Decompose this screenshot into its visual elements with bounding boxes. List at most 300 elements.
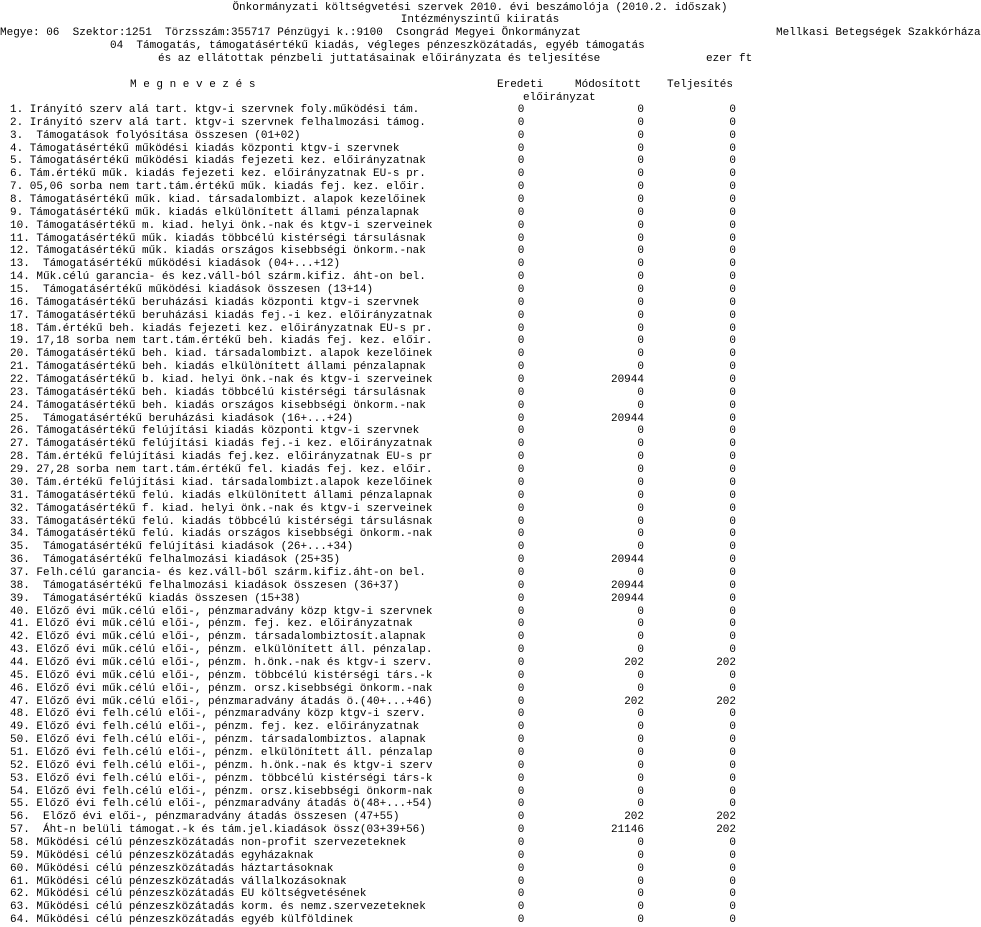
table-row: [0, 284, 960, 297]
eredeti-value: 0: [517, 425, 525, 438]
modositott-value: 0: [637, 798, 644, 811]
eredeti-value: 0: [517, 592, 525, 605]
teljesites-value: 0: [729, 348, 736, 361]
teljesites-value: 0: [729, 476, 736, 489]
teljesites-value: 0: [729, 116, 736, 129]
teljesites-value: 0: [729, 335, 736, 348]
teljesites-value: 0: [729, 309, 736, 322]
eredeti-value: 0: [517, 335, 525, 348]
eredeti-value: 0: [517, 772, 525, 785]
row-label: 27. Támogatásértékű felújítási kiadás fej.-i kez. előirányzatnak: [10, 438, 433, 451]
teljesites-value: 0: [729, 566, 736, 579]
modositott-value: 0: [637, 399, 644, 412]
teljesites-value: 0: [729, 849, 736, 862]
table-row: [0, 258, 960, 271]
teljesites-value: 0: [729, 489, 736, 502]
eredeti-value: 0: [517, 824, 525, 837]
table-row: [0, 387, 960, 400]
eredeti-value: 0: [517, 322, 525, 335]
institution-info: Megye: 06 Szektor:1251 Törzsszám:355717 Pénzügyi k.:9100 Csongrád Megyei Önkormányzat: [0, 27, 581, 39]
teljesites-value: 0: [729, 322, 736, 335]
eredeti-value: 0: [517, 579, 525, 592]
table-row: [0, 657, 960, 670]
teljesites-value: 0: [729, 271, 736, 284]
teljesites-value: 0: [729, 194, 736, 207]
eredeti-value: 0: [517, 708, 525, 721]
table-row: [0, 580, 960, 593]
teljesites-value: 0: [729, 541, 736, 554]
table-row: [0, 271, 960, 284]
modositott-value: 0: [637, 682, 644, 695]
teljesites-value: 0: [729, 361, 736, 374]
row-label: 17. Támogatásértékű beruházási kiadás fej.-i kez. előirányzatnak: [10, 309, 433, 322]
row-label: 57. Áht-n belüli támogat.-k és tám.jel.kiadások össz(03+39+56): [10, 824, 426, 837]
table-row: [0, 220, 960, 233]
teljesites-value: 0: [729, 219, 736, 232]
modositott-value: 0: [637, 296, 644, 309]
modositott-value: 0: [637, 464, 644, 477]
row-label: 16. Támogatásértékű beruházási kiadás központi ktgv-i szervnek: [10, 296, 420, 309]
table-row: [0, 914, 960, 927]
row-label: 12. Támogatásértékű műk. kiadás országos kisebbségi önkorm.-nak: [10, 245, 426, 258]
row-label: 29. 27,28 sorba nem tart.tám.értékű fel. kiadás fej. kez. előir.: [10, 464, 433, 477]
table-row: [0, 233, 960, 246]
teljesites-value: 0: [729, 284, 736, 297]
modositott-value: 0: [637, 361, 644, 374]
table-row: [0, 708, 960, 721]
eredeti-value: 0: [517, 116, 525, 129]
row-label: 10. Támogatásértékű m. kiad. helyi önk.-nak és ktgv-i szerveinek: [10, 219, 433, 232]
table-row: [0, 130, 960, 143]
column-header-eredeti: Eredeti: [497, 79, 544, 91]
eredeti-value: 0: [517, 386, 525, 399]
unit-label: ezer ft: [706, 53, 753, 65]
eredeti-value: 0: [517, 721, 525, 734]
teljesites-value: 0: [729, 579, 736, 592]
teljesites-value: 0: [729, 836, 736, 849]
eredeti-value: 0: [517, 888, 525, 901]
eredeti-value: 0: [517, 669, 525, 682]
row-label: 8. Támogatásértékű műk. kiad. társadalombizt. alapok kezelőinek: [10, 194, 426, 207]
row-label: 2. Irányító szerv alá tart. ktgv-i szervnek felhalmozási támog.: [10, 116, 426, 129]
table-row: [0, 837, 960, 850]
teljesites-value: 0: [729, 631, 736, 644]
modositott-value: 0: [637, 669, 644, 682]
row-label: 18. Tám.értékű beh. kiadás fejezeti kez. előirányzatnak EU-s pr.: [10, 322, 433, 335]
report-title: Önkormányzati költségvetési szervek 2010. évi beszámolója (2010.2. időszak): [232, 2, 728, 14]
modositott-value: 0: [637, 232, 644, 245]
table-row: [0, 425, 960, 438]
table-row: [0, 541, 960, 554]
eredeti-value: 0: [517, 515, 525, 528]
eredeti-value: 0: [517, 168, 525, 181]
teljesites-value: 0: [729, 425, 736, 438]
row-label: 20. Támogatásértékű beh. kiad. társadalombizt. alapok kezelőinek: [10, 348, 433, 361]
modositott-value: 0: [637, 901, 644, 914]
row-label: 59. Működési célú pénzeszközátadás egyházaknak: [10, 849, 314, 862]
eredeti-value: 0: [517, 836, 525, 849]
table-row: [0, 323, 960, 336]
modositott-value: 0: [637, 644, 644, 657]
modositott-value: 0: [637, 155, 644, 168]
modositott-value: 0: [637, 618, 644, 631]
eredeti-value: 0: [517, 245, 525, 258]
row-label: 45. Előző évi műk.célú elői-, pénzm. többcélú kistérségi társ.-k: [10, 669, 433, 682]
table-row: [0, 798, 960, 811]
eredeti-value: 0: [517, 258, 525, 271]
teljesites-value: 0: [729, 168, 736, 181]
teljesites-value: 0: [729, 554, 736, 567]
modositott-value: 0: [637, 322, 644, 335]
eredeti-value: 0: [517, 232, 525, 245]
table-row: [0, 606, 960, 619]
teljesites-value: 0: [729, 245, 736, 258]
modositott-value: 0: [637, 785, 644, 798]
teljesites-value: 0: [729, 296, 736, 309]
row-label: 49. Előző évi felh.célú elői-, pénzm. fej. kez. előirányzatnak: [10, 721, 420, 734]
teljesites-value: 0: [729, 502, 736, 515]
teljesites-value: 0: [729, 129, 736, 142]
eredeti-value: 0: [517, 901, 525, 914]
modositott-value: 0: [637, 438, 644, 451]
row-label: 50. Előző évi felh.célú elői-, pénzm. társadalombiztos. alapnak: [10, 734, 426, 747]
modositott-value: 0: [637, 631, 644, 644]
teljesites-value: 0: [729, 682, 736, 695]
eredeti-value: 0: [517, 528, 525, 541]
table-row: [0, 297, 960, 310]
teljesites-value: 0: [729, 644, 736, 657]
eredeti-value: 0: [517, 129, 525, 142]
row-label: 7. 05,06 sorba nem tart.tám.értékű műk. kiadás fej. kez. előir.: [10, 181, 426, 194]
modositott-value: 0: [637, 168, 644, 181]
modositott-value: 0: [637, 836, 644, 849]
row-label: 34. Támogatásértékű felú. kiadás országos kisebbségi önkorm.-nak: [10, 528, 433, 541]
report-subtitle: Intézményszintű kiiratás: [400, 14, 560, 26]
eredeti-value: 0: [517, 399, 525, 412]
row-label: 25. Támogatásértékű beruházási kiadások (16+...+24): [10, 412, 354, 425]
row-label: 39. Támogatásértékű kiadás összesen (15+38): [10, 592, 301, 605]
eredeti-value: 0: [517, 914, 525, 927]
eredeti-value: 0: [517, 656, 525, 669]
modositott-value: 0: [637, 271, 644, 284]
eredeti-value: 0: [517, 348, 525, 361]
table-row: [0, 876, 960, 889]
row-label: 61. Működési célú pénzeszközátadás vállalkozásoknak: [10, 875, 347, 888]
eredeti-value: 0: [517, 142, 525, 155]
teljesites-value: 202: [716, 695, 736, 708]
modositott-value: 0: [637, 605, 644, 618]
teljesites-value: 0: [729, 862, 736, 875]
table-row: [0, 348, 960, 361]
table-row: [0, 696, 960, 709]
eredeti-value: 0: [517, 438, 525, 451]
row-label: 36. Támogatásértékű felhalmozási kiadások (25+35): [10, 554, 341, 567]
modositott-value: 0: [637, 219, 644, 232]
teljesites-value: 0: [729, 438, 736, 451]
teljesites-value: 0: [729, 592, 736, 605]
row-label: 38. Támogatásértékű felhalmozási kiadások összesen (36+37): [10, 579, 400, 592]
modositott-value: 20944: [610, 412, 644, 425]
teljesites-value: 0: [729, 746, 736, 759]
eredeti-value: 0: [517, 412, 525, 425]
teljesites-value: 0: [729, 528, 736, 541]
eredeti-value: 0: [517, 631, 525, 644]
table-row: [0, 194, 960, 207]
eredeti-value: 0: [517, 682, 525, 695]
modositott-value: 20944: [610, 592, 644, 605]
modositott-value: 0: [637, 849, 644, 862]
eredeti-value: 0: [517, 219, 525, 232]
modositott-value: 0: [637, 194, 644, 207]
table-row: [0, 786, 960, 799]
table-row: [0, 490, 960, 503]
teljesites-value: 0: [729, 669, 736, 682]
column-header-modositott-sub: előirányzat: [523, 92, 596, 104]
modositott-value: 0: [637, 309, 644, 322]
row-label: 26. Támogatásértékű felújítási kiadás központi ktgv-i szervnek: [10, 425, 420, 438]
eredeti-value: 0: [517, 309, 525, 322]
eredeti-value: 0: [517, 476, 525, 489]
eredeti-value: 0: [517, 746, 525, 759]
eredeti-value: 0: [517, 566, 525, 579]
eredeti-value: 0: [517, 206, 525, 219]
teljesites-value: 0: [729, 258, 736, 271]
table-row: [0, 721, 960, 734]
modositott-value: 0: [637, 489, 644, 502]
modositott-value: 0: [637, 746, 644, 759]
eredeti-value: 0: [517, 644, 525, 657]
modositott-value: 0: [637, 335, 644, 348]
row-label: 46. Előző évi műk.célú elői-, pénzm. orsz.kisebbségi önkorm.-nak: [10, 682, 433, 695]
teljesites-value: 0: [729, 605, 736, 618]
modositott-value: 0: [637, 104, 644, 116]
row-label: 4. Támogatásértékű működési kiadás központi ktgv-i szervnek: [10, 142, 400, 155]
table-row: [0, 207, 960, 220]
institution-name: Mellkasi Betegségek Szakkórháza: [776, 27, 981, 39]
row-label: 54. Előző évi felh.célú elői-, pénzm. orsz.kisebbségi önkorm-nak: [10, 785, 433, 798]
teljesites-value: 0: [729, 232, 736, 245]
form-title: 04 Támogatás, támogatásértékű kiadás, végleges pénzeszközátadás, egyéb támogatás: [110, 40, 645, 52]
table-row: [0, 811, 960, 824]
eredeti-value: 0: [517, 155, 525, 168]
table-row: [0, 824, 960, 837]
teljesites-value: 0: [729, 374, 736, 387]
modositott-value: 0: [637, 734, 644, 747]
modositott-value: 202: [624, 811, 644, 824]
teljesites-value: 0: [729, 914, 736, 927]
table-row: [0, 747, 960, 760]
modositott-value: 0: [637, 284, 644, 297]
column-header-name: M e g n e v e z é s: [130, 79, 256, 91]
eredeti-value: 0: [517, 695, 525, 708]
row-label: 47. Előző évi műk.célú elői-, pénzmaradvány átadás ö.(40+...+46): [10, 695, 433, 708]
eredeti-value: 0: [517, 554, 525, 567]
modositott-value: 0: [637, 181, 644, 194]
table-row: [0, 593, 960, 606]
row-label: 63. Működési célú pénzeszközátadás korm. és nemz.szervezeteknek: [10, 901, 426, 914]
table-row: [0, 850, 960, 863]
row-label: 14. Műk.célú garancia- és kez.váll-ból szárm.kifiz. áht-on bel.: [10, 271, 426, 284]
row-label: 15. Támogatásértékű működési kiadások összesen (13+14): [10, 284, 374, 297]
table-row: [0, 760, 960, 773]
table-row: [0, 361, 960, 374]
table-row: [0, 104, 960, 117]
eredeti-value: 0: [517, 734, 525, 747]
table-row: [0, 644, 960, 657]
modositott-value: 0: [637, 528, 644, 541]
eredeti-value: 0: [517, 541, 525, 554]
eredeti-value: 0: [517, 296, 525, 309]
modositott-value: 0: [637, 759, 644, 772]
row-label: 53. Előző évi felh.célú elői-, pénzm. többcélú kistérségi társ-k: [10, 772, 433, 785]
teljesites-value: 0: [729, 734, 736, 747]
row-label: 48. Előző évi felh.célú elői-, pénzmaradvány közp ktgv-i szerv.: [10, 708, 426, 721]
eredeti-value: 0: [517, 759, 525, 772]
modositott-value: 0: [637, 875, 644, 888]
row-label: 37. Felh.célú garancia- és kez.váll-ből szárm.kifiz.áht-on bel.: [10, 566, 426, 579]
row-label: 1. Irányító szerv alá tart. ktgv-i szervnek foly.működési tám.: [10, 104, 420, 116]
table-row: [0, 773, 960, 786]
modositott-value: 0: [637, 129, 644, 142]
row-label: 3. Támogatások folyósítása összesen (01+02): [10, 129, 301, 142]
eredeti-value: 0: [517, 374, 525, 387]
modositott-value: 20944: [610, 579, 644, 592]
teljesites-value: 0: [729, 888, 736, 901]
table-row: [0, 117, 960, 130]
modositott-value: 0: [637, 425, 644, 438]
eredeti-value: 0: [517, 605, 525, 618]
teljesites-value: 0: [729, 721, 736, 734]
row-label: 9. Támogatásértékű műk. kiadás elkülönített állami pénzalapnak: [10, 206, 420, 219]
eredeti-value: 0: [517, 284, 525, 297]
eredeti-value: 0: [517, 464, 525, 477]
table-row: [0, 438, 960, 451]
row-label: 32. Támogatásértékű f. kiad. helyi önk.-nak és ktgv-i szerveinek: [10, 502, 433, 515]
table-row: [0, 181, 960, 194]
modositott-value: 0: [637, 566, 644, 579]
modositott-value: 0: [637, 206, 644, 219]
teljesites-value: 0: [729, 399, 736, 412]
teljesites-value: 0: [729, 206, 736, 219]
table-row: [0, 516, 960, 529]
modositott-value: 0: [637, 914, 644, 927]
table-row: [0, 155, 960, 168]
teljesites-value: 0: [729, 515, 736, 528]
eredeti-value: 0: [517, 785, 525, 798]
table-row: [0, 618, 960, 631]
teljesites-value: 0: [729, 412, 736, 425]
row-label: 60. Működési célú pénzeszközátadás háztartásoknak: [10, 862, 334, 875]
teljesites-value: 0: [729, 181, 736, 194]
row-label: 55. Előző évi felh.célú elői-, pénzmaradvány átadás ö(48+...+54): [10, 798, 433, 811]
row-label: 62. Működési célú pénzeszközátadás EU költségvetésének: [10, 888, 367, 901]
row-label: 19. 17,18 sorba nem tart.tám.értékű beh. kiadás fej. kez. előir.: [10, 335, 433, 348]
row-label: 30. Tám.értékű felújítási kiad. társadalombizt.alapok kezelőinek: [10, 476, 433, 489]
table-row: [0, 901, 960, 914]
table-row: [0, 413, 960, 426]
modositott-value: 0: [637, 502, 644, 515]
eredeti-value: 0: [517, 361, 525, 374]
modositott-value: 0: [637, 116, 644, 129]
table-row: [0, 734, 960, 747]
teljesites-value: 0: [729, 104, 736, 116]
table-row: [0, 310, 960, 323]
teljesites-value: 0: [729, 875, 736, 888]
row-label: 11. Támogatásértékű műk. kiadás többcélú kistérségi társulásnak: [10, 232, 426, 245]
form-subtitle: és az ellátottak pénzbeli juttatásainak előirányzata és teljesítése: [158, 53, 601, 65]
row-label: 23. Támogatásértékű beh. kiadás többcélú kistérségi társulásnak: [10, 386, 426, 399]
eredeti-value: 0: [517, 618, 525, 631]
modositott-value: 0: [637, 888, 644, 901]
modositott-value: 0: [637, 541, 644, 554]
eredeti-value: 0: [517, 194, 525, 207]
modositott-value: 0: [637, 772, 644, 785]
report-table: [0, 104, 960, 927]
column-header-modositott: Módosított: [575, 79, 642, 91]
table-row: [0, 554, 960, 567]
table-row: [0, 503, 960, 516]
table-row: [0, 143, 960, 156]
eredeti-value: 0: [517, 798, 525, 811]
eredeti-value: 0: [517, 104, 525, 116]
modositott-value: 0: [637, 258, 644, 271]
row-label: 5. Támogatásértékű működési kiadás fejezeti kez. előirányzatnak: [10, 155, 426, 168]
row-label: 43. Előző évi műk.célú elői-, pénzm. elkülönített áll. pénzalap.: [10, 644, 433, 657]
row-label: 24. Támogatásértékű beh. kiadás országos kisebbségi önkorm.-nak: [10, 399, 426, 412]
table-row: [0, 374, 960, 387]
modositott-value: 21146: [610, 824, 644, 837]
eredeti-value: 0: [517, 181, 525, 194]
table-row: [0, 567, 960, 580]
modositott-value: 0: [637, 515, 644, 528]
modositott-value: 20944: [610, 554, 644, 567]
modositott-value: 0: [637, 476, 644, 489]
teljesites-value: 202: [716, 656, 736, 669]
teljesites-value: 0: [729, 142, 736, 155]
table-row: [0, 464, 960, 477]
row-label: 21. Támogatásértékű beh. kiadás elkülönített állami pénzalapnak: [10, 361, 426, 374]
modositott-value: 0: [637, 386, 644, 399]
row-label: 58. Működési célú pénzeszközátadás non-profit szervezeteknek: [10, 836, 407, 849]
teljesites-value: 0: [729, 464, 736, 477]
teljesites-value: 0: [729, 451, 736, 464]
table-row: [0, 477, 960, 490]
table-row: [0, 683, 960, 696]
teljesites-value: 0: [729, 798, 736, 811]
teljesites-value: 0: [729, 772, 736, 785]
row-label: 35. Támogatásértékű felújítási kiadások (26+...+34): [10, 541, 354, 554]
teljesites-value: 0: [729, 759, 736, 772]
teljesites-value: 0: [729, 901, 736, 914]
table-row: [0, 245, 960, 258]
row-label: 33. Támogatásértékű felú. kiadás többcélú kistérségi társulásnak: [10, 515, 433, 528]
teljesites-value: 0: [729, 155, 736, 168]
row-label: 13. Támogatásértékű működési kiadások (04+...+12): [10, 258, 341, 271]
eredeti-value: 0: [517, 451, 525, 464]
table-row: [0, 528, 960, 541]
row-label: 22. Támogatásértékű b. kiad. helyi önk.-nak és ktgv-i szerveinek: [10, 374, 433, 387]
row-label: 6. Tám.értékű műk. kiadás fejezeti kez. előirányzatnak EU-s pr.: [10, 168, 426, 181]
row-label: 51. Előző évi felh.célú elői-, pénzm. elkülönített áll. pénzalap: [10, 746, 433, 759]
modositott-value: 0: [637, 348, 644, 361]
eredeti-value: 0: [517, 862, 525, 875]
teljesites-value: 202: [716, 811, 736, 824]
row-label: 41. Előző évi műk.célú elői-, pénzm. fej. kez. előirányzatnak: [10, 618, 413, 631]
table-row: [0, 888, 960, 901]
table-row: [0, 400, 960, 413]
eredeti-value: 0: [517, 849, 525, 862]
teljesites-value: 0: [729, 708, 736, 721]
